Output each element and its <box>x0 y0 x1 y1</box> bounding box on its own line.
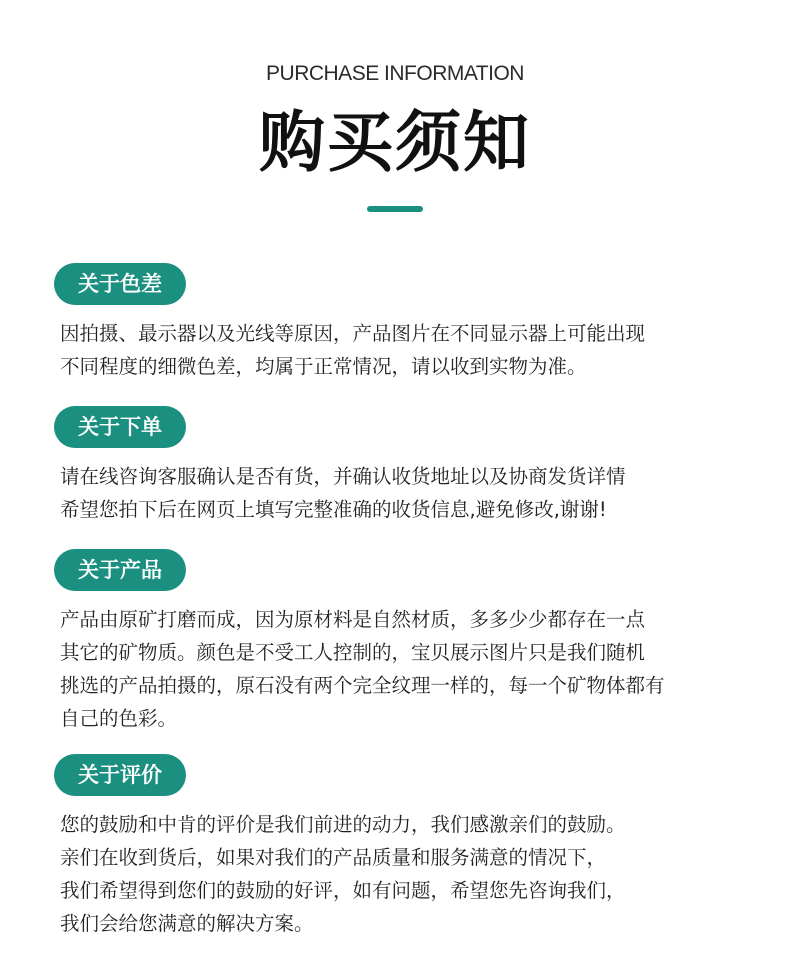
body-line: 自己的色彩。 <box>60 707 178 730</box>
body-line: 我们希望得到您们的鼓励的好评，如有问题，希望您先咨询我们， <box>60 879 626 902</box>
section-color-difference <box>60 263 760 383</box>
body-line: 不同程度的细微色差，均属于正常情况，请以收到实物为准。 <box>60 355 587 378</box>
section-heading-badge: 关于下单 <box>54 406 186 448</box>
section-heading-badge: 关于色差 <box>54 263 186 305</box>
body-line: 其它的矿物质。颜色是不受工人控制的，宝贝展示图片只是我们随机 <box>60 641 646 664</box>
body-line: 您的鼓励和中肯的评价是我们前进的动力，我们感激亲们的鼓励。 <box>60 813 626 836</box>
body-line: 因拍摄、最示器以及光线等原因，产品图片在不同显示器上可能出现 <box>60 322 646 345</box>
section-product <box>60 549 760 735</box>
page-title: 购买须知 <box>259 104 531 181</box>
section-body <box>60 808 760 940</box>
body-line: 亲们在收到货后，如果对我们的产品质量和服务满意的情况下， <box>60 846 607 869</box>
section-body <box>60 317 760 383</box>
header-subtitle: PURCHASE INFORMATION <box>266 62 524 85</box>
body-line: 希望您拍下后在网页上填写完整准确的收货信息,避免修改,谢谢! <box>60 498 607 521</box>
section-heading-badge: 关于评价 <box>54 754 186 796</box>
section-reviews <box>60 754 760 940</box>
body-line: 挑选的产品拍摄的，原石没有两个完全纹理一样的，每一个矿物体都有 <box>60 674 665 697</box>
section-body <box>60 460 760 526</box>
title-underline <box>367 206 423 212</box>
body-line: 产品由原矿打磨而成，因为原材料是自然材质，多多少少都存在一点 <box>60 608 646 631</box>
body-line: 请在线咨询客服确认是否有货，并确认收货地址以及协商发货详情 <box>60 465 626 488</box>
section-ordering <box>60 406 760 526</box>
section-body <box>60 603 760 735</box>
body-line: 我们会给您满意的解决方案。 <box>60 912 314 935</box>
section-heading-badge: 关于产品 <box>54 549 186 591</box>
